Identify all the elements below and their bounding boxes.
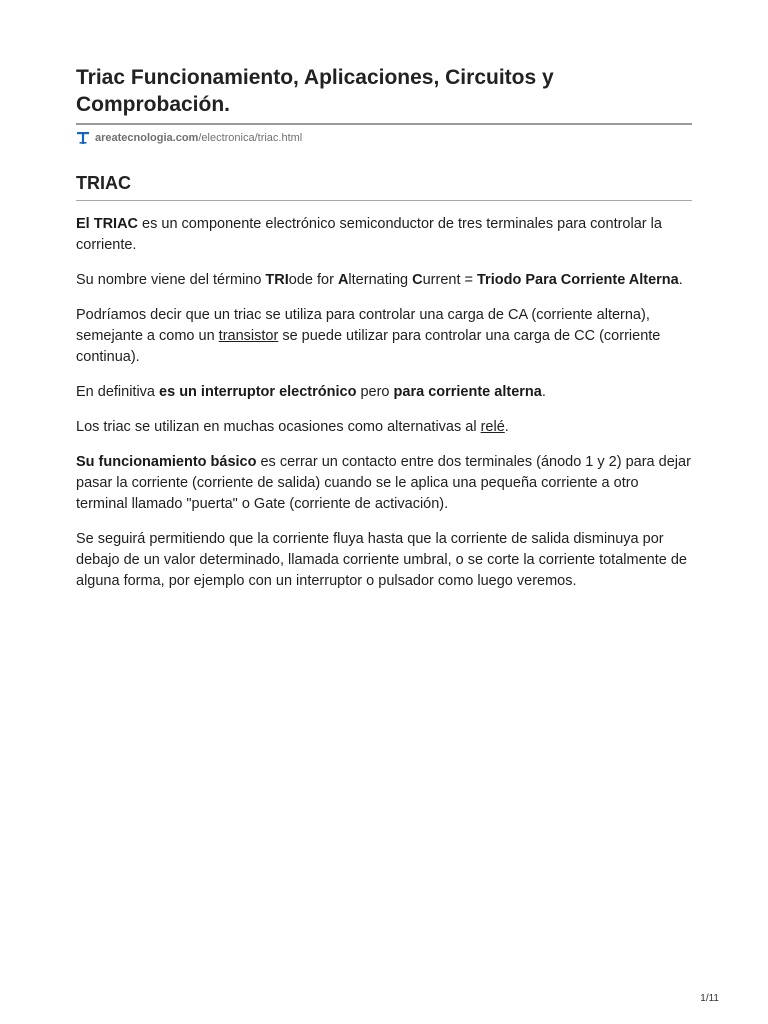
document-page: [76, 64, 692, 606]
paragraph-1: [76, 214, 692, 256]
paragraph-2: [76, 270, 692, 291]
paragraph-text: es cerrar un contacto entre dos terminales (ánodo 1 y 2) para dejar pasar la corriente (corriente de salida) cuando se le aplica una pequeña corriente a otro terminal llamado "puerta" o Gate (corriente de activación).: [76, 454, 691, 512]
rele-link[interactable]: relé: [480, 419, 505, 435]
source-link[interactable]: [76, 131, 692, 145]
transistor-link[interactable]: transistor: [218, 328, 279, 344]
paragraph-7: [76, 529, 692, 592]
site-logo-icon: [76, 131, 90, 145]
section-heading: TRIAC: [76, 173, 131, 193]
paragraph-text: ode for: [288, 272, 338, 288]
paragraph-text: En definitiva: [76, 384, 160, 400]
paragraph-text: Se seguirá permitiendo que la corriente fluya hasta que la corriente de salida disminuya por debajo de un valor determinado, llamada corriente umbral, o se corte la corriente totalmente de alguna forma, por ejemplo con un interruptor o pulsador como luego veremos.: [76, 531, 687, 589]
paragraph-4: [76, 382, 692, 403]
paragraph-text: lternating: [348, 272, 413, 288]
paragraph-text: pero: [356, 384, 394, 400]
paragraph-3: [76, 305, 692, 368]
bold-text: A: [337, 272, 349, 288]
paragraph-text: .: [504, 419, 509, 435]
paragraph-text: .: [541, 384, 546, 400]
bold-text: El TRIAC: [76, 216, 139, 232]
source-path[interactable]: /electronica/triac.html: [198, 132, 303, 144]
paragraph-text: Los triac se utilizan en muchas ocasiones como alternativas al: [76, 419, 481, 435]
section-divider: [76, 200, 692, 201]
bold-text: TRI: [265, 272, 289, 288]
paragraph-text: Su nombre viene del término: [76, 272, 266, 288]
bold-text: para corriente alterna: [393, 384, 542, 400]
bold-text: C: [412, 272, 423, 288]
source-domain[interactable]: areatecnologia.com: [95, 132, 199, 144]
paragraph-text: .: [678, 272, 683, 288]
paragraph-text: Podríamos decir que un triac se utiliza para controlar una carga de CA (corriente alterna), semejante a como un: [76, 307, 650, 344]
paragraph-text: es un componente electrónico semiconductor de tres terminales para controlar la corriente.: [76, 216, 662, 253]
bold-text: Su funcionamiento básico: [76, 454, 257, 470]
paragraph-text: se puede utilizar para controlar una carga de CC (corriente continua).: [76, 328, 661, 365]
paragraph-text: urrent =: [422, 272, 477, 288]
title-divider: [76, 123, 692, 125]
bold-text: es un interruptor electrónico: [159, 384, 357, 400]
bold-text: Triodo Para Corriente Alterna: [477, 272, 679, 288]
article-body: [76, 214, 692, 592]
page-number: 1/11: [700, 993, 719, 1004]
page-title: Triac Funcionamiento, Aplicaciones, Circuitos y Comprobación.: [76, 66, 554, 116]
paragraph-5: [76, 417, 692, 438]
paragraph-6: [76, 452, 692, 515]
